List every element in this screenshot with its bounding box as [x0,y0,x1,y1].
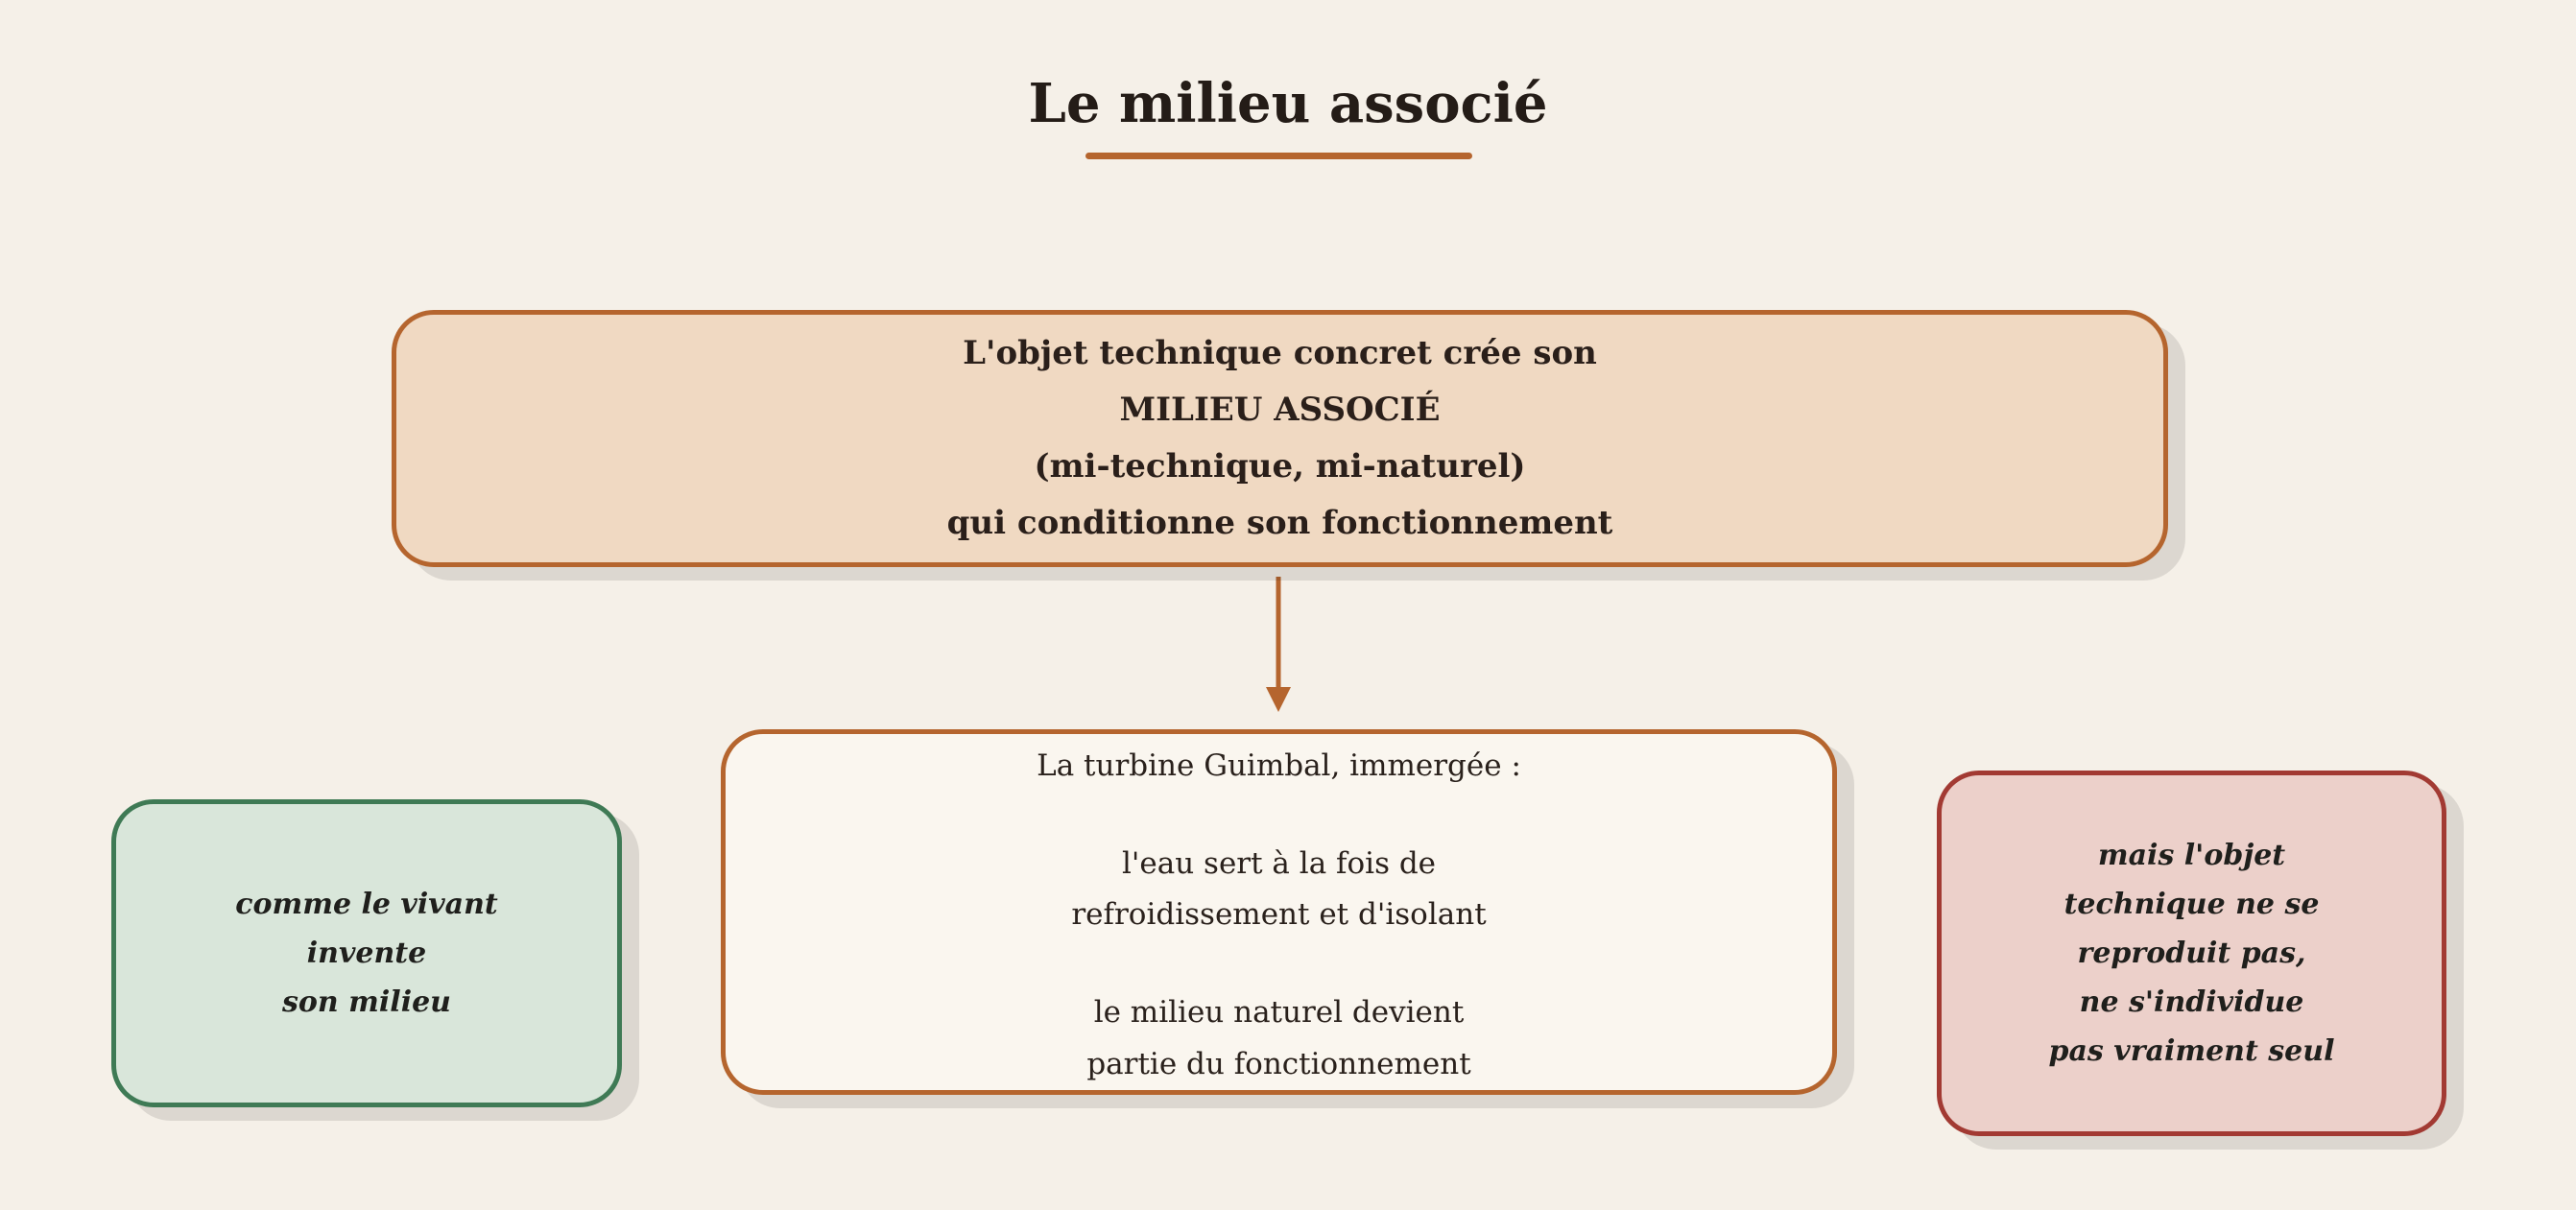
turbine-point2-line1: le milieu naturel devient [1093,995,1465,1030]
example-box-turbine-guimbal [721,729,1837,1095]
left-line-1: comme le vivant [235,888,498,921]
left-line-3: son milieu [282,985,451,1019]
main-line-2: MILIEU ASSOCIÉ [1119,391,1441,429]
main-line-4: qui conditionne son fonctionnement [946,504,1613,542]
right-line-3: reproduit pas, [2077,937,2306,970]
page-title: Le milieu associé [1028,72,1548,135]
left-line-2: invente [306,937,427,970]
turbine-heading: La turbine Guimbal, immergée : [1037,748,1521,783]
comparison-box-vivant [111,799,622,1107]
arrow-head [1266,687,1291,712]
main-line-3: (mi-technique, mi-naturel) [1034,447,1526,486]
concept-box-milieu-associe [392,310,2168,567]
turbine-point1-line1: l'eau sert à la fois de [1121,845,1437,881]
right-line-4: ne s'individue [2079,985,2304,1019]
right-line-5: pas vraiment seul [2048,1034,2335,1068]
right-line-1: mais l'objet [2097,839,2286,872]
contrast-box-limite [1937,771,2446,1136]
main-line-1: L'objet technique concret crée son [963,334,1597,372]
turbine-point1-line2: refroidissement et d'isolant [1071,897,1487,933]
right-line-2: technique ne se [2063,888,2320,921]
turbine-point2-line2: partie du fonctionnement [1086,1046,1471,1081]
